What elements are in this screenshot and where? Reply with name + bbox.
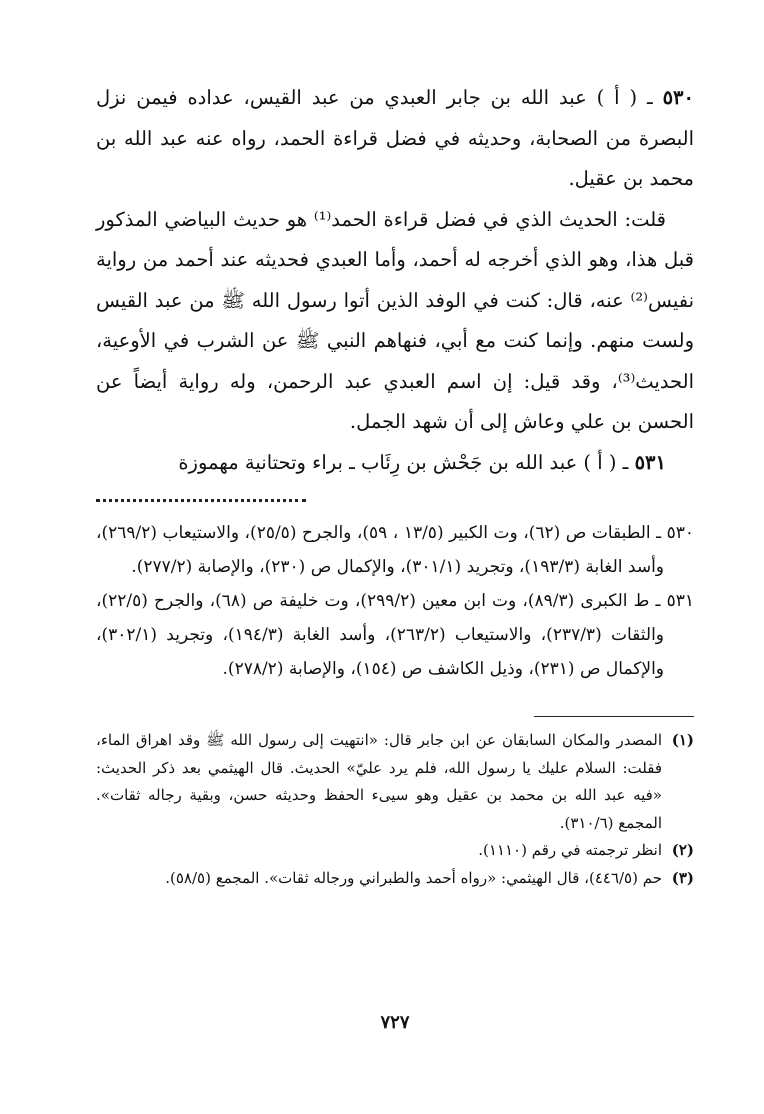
commentary-paragraph: قلت: الحديث الذي في فضل قراءة الحمد⁽¹⁾ هو حديث البياضي المذكور قبل هذا، وهو الذي أخرجه له أحمد، وأما العبدي فحديثه عند أحمد من رواية نفيس⁽²⁾ عنه، قال: كنت في الوفد الذين أتوا رسول الله ﷺ من عبد القيس ولست منهم. وإنما كنت مع أبي، فنهاهم النبي ﷺ عن الشرب في الأوعية، الحديث⁽³⁾، وقد قيل: إن اسم العبدي عبد الرحمن، وله رواية أيضاً عن الحسن بن علي وعاش إلى أن شهد الجمل. (96, 207, 694, 433)
reference-text: ـ الطبقات ص (٦٢)، وت الكبير (١٣/٥ ، ٥٩)، والجرح (٢٥/٥)، والاستيعاب (٢٦٩/٢)، وأسد الغابة (١٩٣/٣)، وتجريد (٣٠١/١)، والإكمال ص (٢٣٠)، والإصابة (٢٧٧/٢). (96, 523, 667, 577)
footnotes (96, 727, 694, 892)
footnote-text: المصدر والمكان السابقان عن ابن جابر قال: «انتهيت إلى رسول الله ﷺ وقد اهراق الماء، فقلت: السلام عليك يا رسول الله، فلم يرد عليّ» الحديث. قال الهيثمي بعد ذكر الحديث: «فيه عبد الله بن محمد بن عقيل وهو سيىء الحفظ وحديثه حسن، وبقية رجاله ثقات». المجمع (٣١٠/٦). (96, 731, 662, 832)
entry-text: ـ ( أ ) عبد الله بن جَحْش بن رِئَاب ـ براء وتحتانية مهموزة (178, 450, 635, 474)
footnote-text: حم (٤٤٦/٥)، قال الهيثمي: «رواه أحمد والطبراني ورجاله ثقات». المجمع (٥٨/٥). (165, 868, 662, 887)
entry-530 (96, 78, 694, 200)
entry-number: ٥٣٠ (662, 86, 694, 109)
footnote-number: (١) (671, 731, 694, 749)
entry-text: ـ ( أ ) عبد الله بن جابر العبدي من عبد القيس، عداده فيمن نزل البصرة من الصحابة، وحديثه في فضل قراءة الحمد، رواه عنه عبد الله بن محمد بن عقيل. (96, 86, 694, 190)
footnote-1 (96, 727, 694, 837)
main-text (96, 78, 694, 483)
footnote-rule (534, 716, 694, 717)
footnote-3 (96, 865, 694, 893)
footnote-number: (٣) (671, 868, 694, 887)
page-number: ٧٢٧ (380, 1012, 410, 1033)
dotted-separator (96, 487, 306, 502)
reference-530 (96, 516, 694, 584)
reference-number: ٥٣١ (666, 591, 695, 611)
references (96, 516, 694, 686)
page (96, 78, 694, 1114)
entry-number: ٥٣١ (634, 450, 666, 474)
entry-531 (96, 443, 694, 484)
footnote-text: انظر ترجمته في رقم (١١١٠). (478, 841, 662, 859)
reference-531 (96, 584, 694, 686)
reference-text: ـ ط الكبرى (٨٩/٣)، وت ابن معين (٢٩٩/٢)، وت خليفة ص (٦٨)، والجرح (٢٢/٥)، والثقات (٢٣٧/٣)، والاستيعاب (٢٦٣/٢)، وأسد الغابة (١٩٤/٣)، وتجريد (٣٠٢/١)، والإكمال ص (٢٣١)، وذيل الكاشف ص (١٥٤)، والإصابة (٢٧٨/٢). (96, 591, 667, 679)
footnote-2 (96, 837, 694, 865)
reference-number: ٥٣٠ (666, 523, 695, 543)
footnote-number: (٢) (671, 841, 694, 859)
